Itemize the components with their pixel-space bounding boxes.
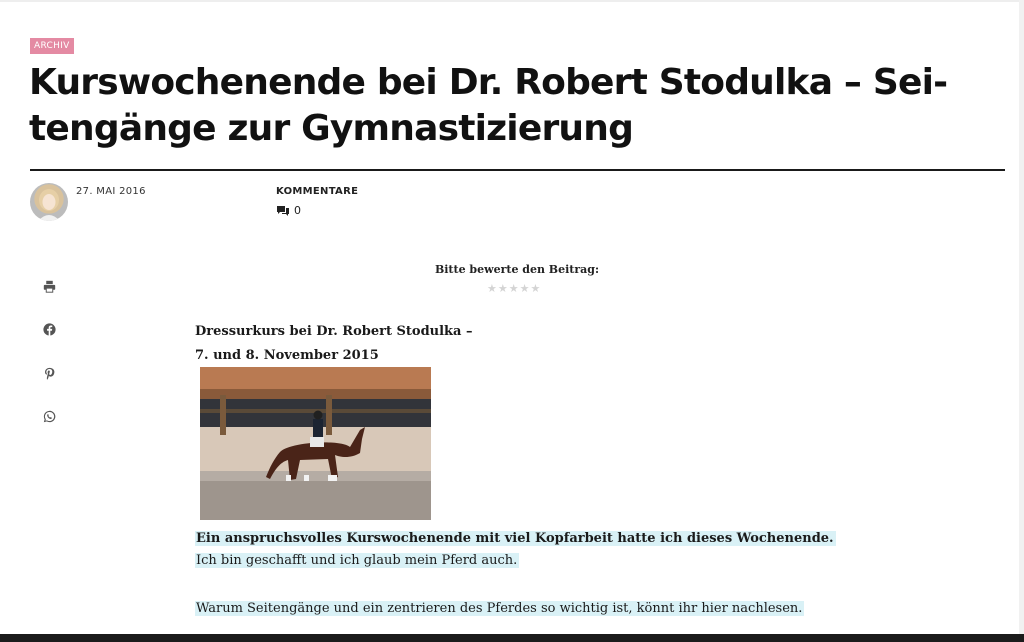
horse-riding-image bbox=[200, 367, 431, 520]
rating-label: Bitte bewerte den Beitrag: bbox=[434, 263, 600, 276]
facebook-icon[interactable] bbox=[41, 321, 57, 337]
comments-label: KOMMENTARE bbox=[276, 186, 359, 197]
pinterest-icon[interactable] bbox=[41, 365, 57, 381]
article-photo[interactable] bbox=[200, 367, 431, 520]
content-heading-line-2: 7. und 8. November 2015 bbox=[195, 348, 379, 363]
comments-icon bbox=[276, 205, 290, 217]
paragraph-1 bbox=[195, 528, 836, 572]
category-badge[interactable]: ARCHIV bbox=[30, 38, 74, 54]
star-icon[interactable]: ★ bbox=[508, 282, 519, 295]
star-icon[interactable]: ★ bbox=[487, 282, 497, 295]
title-divider bbox=[30, 169, 1005, 171]
star-icon[interactable]: ★ bbox=[530, 282, 541, 295]
post-title-line-2: tengänge zur Gymnastizierung bbox=[29, 108, 634, 149]
paragraph-2-text: Warum Seitengänge und ein zentrieren des Pferdes so wichtig ist, könnt ihr hier nachlesen. bbox=[196, 601, 803, 616]
rating-stars[interactable] bbox=[487, 283, 540, 295]
bottom-bar bbox=[0, 634, 1024, 642]
top-border bbox=[0, 0, 1024, 2]
post-date: 27. MAI 2016 bbox=[76, 186, 146, 197]
whatsapp-icon[interactable] bbox=[41, 408, 57, 424]
star-icon[interactable]: ★ bbox=[519, 282, 530, 295]
paragraph-1-line-2: Ich bin geschafft und ich glaub mein Pferd auch. bbox=[196, 553, 518, 568]
post-title-line-1: Kurswochenende bei Dr. Robert Stodulka – Sei- bbox=[29, 62, 948, 103]
print-icon[interactable] bbox=[41, 278, 57, 294]
star-icon[interactable]: ★ bbox=[497, 282, 508, 295]
avatar-portrait bbox=[30, 183, 68, 221]
comments-count: 0 bbox=[294, 204, 301, 217]
content-heading-line-1: Dressurkurs bei Dr. Robert Stodulka – bbox=[195, 324, 473, 339]
paragraph-1-line-1: Ein anspruchsvolles Kurswochenende mit viel Kopfarbeit hatte ich dieses Wochenende. bbox=[196, 531, 834, 546]
author-avatar[interactable] bbox=[30, 183, 68, 221]
post-title bbox=[29, 60, 1004, 152]
paragraph-2 bbox=[195, 598, 804, 620]
article-content bbox=[195, 320, 845, 368]
comments-link[interactable] bbox=[276, 204, 301, 217]
scrollbar-track[interactable] bbox=[1019, 0, 1024, 642]
